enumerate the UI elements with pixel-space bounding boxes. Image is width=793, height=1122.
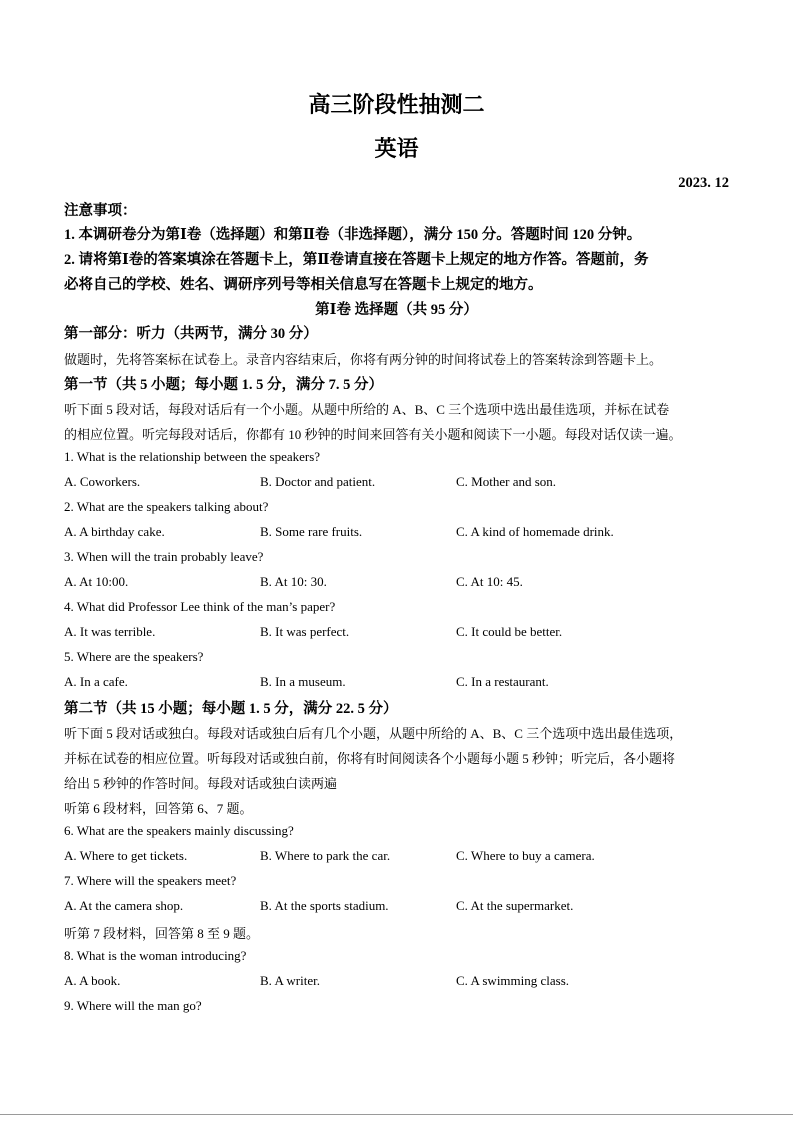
question-5: 5. Where are the speakers?	[64, 649, 204, 664]
question-5-option-a: A. In a cafe.	[64, 674, 128, 689]
section-2-instruction-line-3: 给出 5 秒钟的作答时间。每段对话或独白读两遍	[64, 776, 338, 791]
material-7-note: 听第 7 段材料，回答第 8 至 9 题。	[64, 926, 260, 941]
question-5-option-c: C. In a restaurant.	[456, 674, 549, 689]
question-4-option-b: B. It was perfect.	[260, 624, 350, 639]
question-6-option-b: B. Where to park the car.	[260, 848, 391, 863]
question-3-option-c: C. At 10: 45.	[456, 574, 523, 589]
section-1-title: 第一节（共 5 小题；每小题 1. 5 分，满分 7. 5 分）	[64, 377, 383, 393]
notice-item-2-line-1: 2. 请将第Ⅰ卷的答案填涂在答题卡上，第Ⅱ卷请直接在答题卡上规定的地方作答。答题前，务	[64, 252, 649, 268]
section-2-title: 第二节（共 15 小题；每小题 1. 5 分，满分 22. 5 分）	[64, 701, 398, 717]
question-7: 7. Where will the speakers meet?	[64, 873, 237, 888]
question-1-option-a: A. Coworkers.	[64, 474, 141, 489]
question-9: 9. Where will the man go?	[64, 998, 202, 1013]
section-2-instruction-line-1: 听下面 5 段对话或独白。每段对话或独白后有几个小题，从题中所给的 A、B、C 三个选项中选出最佳选项，	[64, 726, 683, 741]
subject-title: 英语	[374, 136, 419, 161]
page-bottom-divider	[0, 1114, 793, 1115]
question-3: 3. When will the train probably leave?	[64, 549, 264, 564]
question-4-option-c: C. It could be better.	[456, 624, 563, 639]
material-6-note: 听第 6 段材料，回答第 6、7 题。	[64, 801, 253, 816]
part-1-title: 第一部分：听力（共两节，满分 30 分）	[64, 326, 318, 342]
question-8-option-c: C. A swimming class.	[456, 973, 570, 988]
question-5-option-b: B. In a museum.	[260, 674, 346, 689]
question-2: 2. What are the speakers talking about?	[64, 499, 269, 514]
question-2-option-c: C. A kind of homemade drink.	[456, 524, 614, 539]
question-2-option-a: A. A birthday cake.	[64, 524, 165, 539]
exam-date: 2023. 12	[678, 175, 729, 191]
volume-1-title: 第Ⅰ卷 选择题（共 95 分）	[315, 302, 478, 318]
notice-item-2-line-2: 必将自己的学校、姓名、调研序列号等相关信息写在答题卡上规定的地方。	[64, 277, 543, 293]
question-1-option-c: C. Mother and son.	[456, 474, 557, 489]
question-8: 8. What is the woman introducing?	[64, 948, 247, 963]
question-1-option-b: B. Doctor and patient.	[260, 474, 376, 489]
exam-title: 高三阶段性抽测二	[308, 92, 485, 117]
question-4-option-a: A. It was terrible.	[64, 624, 156, 639]
section-2-instruction-line-2: 并标在试卷的相应位置。听每段对话或独白前，你将有时间阅读各个小题每小题 5 秒钟；听完后，各小题将	[64, 751, 676, 766]
part-1-instruction: 做题时，先将答案标在试卷上。录音内容结束后，你将有两分钟的时间将试卷上的答案转涂到答题卡上。	[64, 352, 663, 367]
question-8-option-a: A. A book.	[64, 973, 121, 988]
question-6-option-a: A. Where to get tickets.	[64, 848, 188, 863]
notice-item-1: 1. 本调研卷分为第Ⅰ卷（选择题）和第Ⅱ卷（非选择题），满分 150 分。答题时间 120 分钟。	[64, 227, 642, 243]
question-6: 6. What are the speakers mainly discussing?	[64, 823, 294, 838]
question-3-option-b: B. At 10: 30.	[260, 574, 327, 589]
question-3-option-a: A. At 10:00.	[64, 574, 129, 589]
question-6-option-c: C. Where to buy a camera.	[456, 848, 595, 863]
question-7-option-a: A. At the camera shop.	[64, 898, 184, 913]
section-1-instruction-line-1: 听下面 5 段对话，每段对话后有一个小题。从题中所给的 A、B、C 三个选项中选出最佳选项，并标在试卷	[64, 402, 670, 417]
question-4: 4. What did Professor Lee think of the man’s paper?	[64, 599, 336, 614]
notice-heading: 注意事项：	[64, 203, 137, 219]
section-1-instruction-line-2: 的相应位置。听完每段对话后，你都有 10 秒钟的时间来回答有关小题和阅读下一小题。每段对话仅读一遍。	[64, 427, 682, 442]
question-1: 1. What is the relationship between the speakers?	[64, 449, 321, 464]
question-7-option-b: B. At the sports stadium.	[260, 898, 389, 913]
question-2-option-b: B. Some rare fruits.	[260, 524, 363, 539]
question-7-option-c: C. At the supermarket.	[456, 898, 574, 913]
question-8-option-b: B. A writer.	[260, 973, 320, 988]
